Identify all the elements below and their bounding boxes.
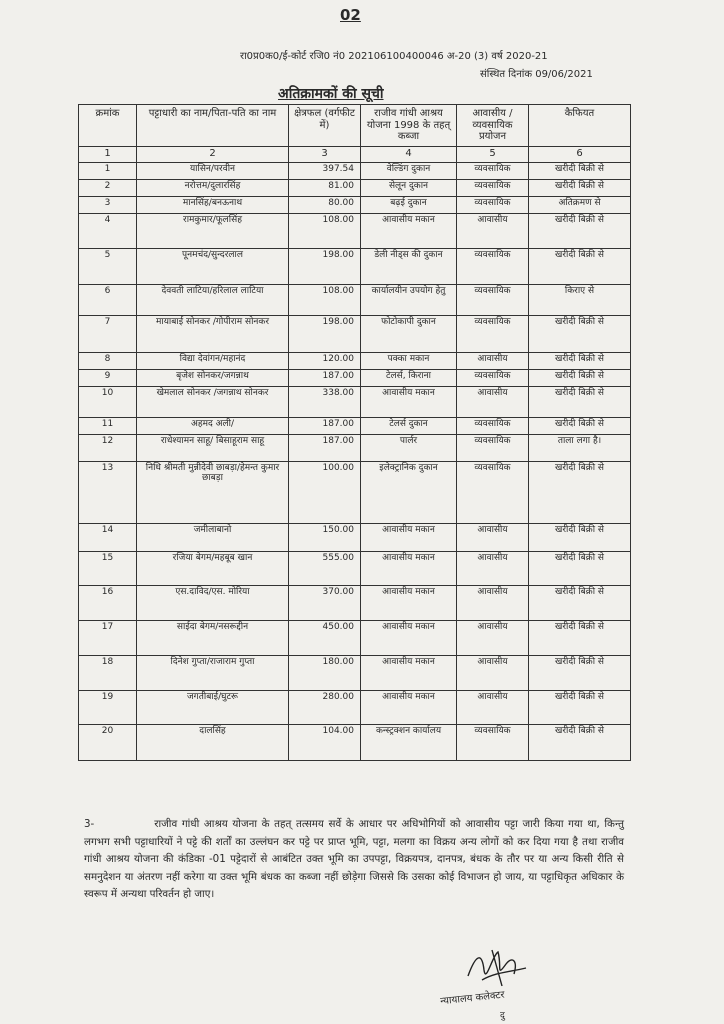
cell-serial: 19 [79,690,137,724]
cell-name: एस.दाविद/एस. मोरिया [137,585,289,620]
cell-name: नरोत्तम/दुलारसिंह [137,179,289,196]
cell-possession: आवासीय मकान [361,386,457,417]
table-row [79,434,631,461]
paragraph-text: राजीव गांधी आश्रय योजना के तहत् तत्समय सर्वे के आधार पर अधिभोगियों को आवासीय पट्टा जारी किया गया था, किन्तु लगभग सभी पट्टाधारियों ने पट्टे की शर्तों का उल्लंघन कर पट्टे पर प्राप्त भूमि, पट्टा, मलगा का विक्रय अन्य लोगों को कर दिया गया है तथा राजीव गांधी आश्रय योजना की कंडिका -01 पट्टेदारों से आबंटित उक्त भूमि का उपपट्टा, विक्रयपत्र, दानपत्र, बंधक के तौर पर या अन्य किसी रीति से समनुदेशन या अंतरण नहीं करेगा या उक्त भूमि बंधक का कब्जा नहीं छोड़ेगा जिससे कि उसका कोई विभाजन हो जाय, या पट्टाधिकृत अधिकार के स्वरूप में अन्यथा परिवर्तन हो जाए। [84,818,624,900]
cell-remarks: खरीदी बिक्री से [529,162,631,179]
cell-name: पूनमचंद/सुन्दरलाल [137,248,289,284]
table-header-row [79,105,631,147]
cell-area: 370.00 [289,585,361,620]
cell-possession: सेलून दुकान [361,179,457,196]
cell-purpose: आवासीय [457,551,529,585]
col-header-purpose: आवासीय /व्यवसायिक प्रयोजन [457,105,529,147]
table-row [79,196,631,213]
cell-possession: आवासीय मकान [361,655,457,690]
cell-purpose: व्यवसायिक [457,724,529,760]
cell-purpose: आवासीय [457,213,529,248]
cell-area: 100.00 [289,461,361,523]
table-row [79,248,631,284]
cell-remarks: ताला लगा है। [529,434,631,461]
cell-purpose: आवासीय [457,386,529,417]
cell-serial: 9 [79,369,137,386]
cell-serial: 11 [79,417,137,434]
cell-possession: पार्लर [361,434,457,461]
cell-remarks: खरीदी बिक्री से [529,248,631,284]
cell-purpose: आवासीय [457,352,529,369]
cell-serial: 5 [79,248,137,284]
cell-possession: कन्स्ट्रक्शन कार्यालय [361,724,457,760]
cell-serial: 10 [79,386,137,417]
table-row [79,417,631,434]
cell-possession: आवासीय मकान [361,585,457,620]
cell-name: जमीलाबानो [137,523,289,551]
table-row [79,551,631,585]
table-row [79,620,631,655]
signature-designation: न्यायालय कलेक्टर [439,989,506,1008]
cell-remarks: अतिक्रमण से [529,196,631,213]
cell-name: विद्या देवांगन/महानंद [137,352,289,369]
cell-serial: 1 [79,162,137,179]
list-title: अतिक्रामकों की सूची [278,86,384,102]
cell-area: 280.00 [289,690,361,724]
cell-serial: 13 [79,461,137,523]
table-row [79,369,631,386]
cell-purpose: आवासीय [457,655,529,690]
cell-area: 120.00 [289,352,361,369]
cell-serial: 8 [79,352,137,369]
cell-serial: 15 [79,551,137,585]
cell-purpose: व्यवसायिक [457,417,529,434]
cell-serial: 14 [79,523,137,551]
cell-remarks: खरीदी बिक्री से [529,352,631,369]
cell-possession: आवासीय मकान [361,551,457,585]
table-row [79,690,631,724]
cell-area: 150.00 [289,523,361,551]
cell-area: 187.00 [289,417,361,434]
cell-remarks: खरीदी बिक्री से [529,179,631,196]
cell-remarks: खरीदी बिक्री से [529,417,631,434]
cell-remarks: खरीदी बिक्री से [529,620,631,655]
table-row [79,179,631,196]
cell-area: 555.00 [289,551,361,585]
cell-name: जगतीबाई/घुटरू [137,690,289,724]
cell-area: 180.00 [289,655,361,690]
cell-serial: 17 [79,620,137,655]
cell-serial: 4 [79,213,137,248]
table-row [79,315,631,352]
cell-name: निधि श्रीमती मुन्नीदेवी छाबड़ा/हेमन्त कुमार छाबड़ा [137,461,289,523]
cell-name: अहमद अली/ [137,417,289,434]
cell-serial: 18 [79,655,137,690]
cell-area: 187.00 [289,434,361,461]
cell-area: 187.00 [289,369,361,386]
cell-remarks: खरीदी बिक्री से [529,315,631,352]
cell-name: देववती लाटिया/हरिलाल लाटिया [137,284,289,315]
cell-possession: आवासीय मकान [361,620,457,655]
cell-area: 198.00 [289,315,361,352]
cell-possession: वेल्डिंग दुकान [361,162,457,179]
cell-purpose: व्यवसायिक [457,162,529,179]
col-header-remarks: कैफियत [529,105,631,147]
cell-remarks: खरीदी बिक्री से [529,461,631,523]
page-number: 02 [340,6,361,24]
cell-remarks: खरीदी बिक्री से [529,523,631,551]
cell-possession: आवासीय मकान [361,523,457,551]
cell-serial: 12 [79,434,137,461]
cell-area: 108.00 [289,284,361,315]
cell-possession: फोटोकापी दुकान [361,315,457,352]
cell-name: रजिया बेगम/महबूब खान [137,551,289,585]
cell-possession: आवासीय मकान [361,690,457,724]
cell-area: 450.00 [289,620,361,655]
cell-purpose: व्यवसायिक [457,369,529,386]
cell-name: मायाबाई सोनकर /गोपीराम सोनकर [137,315,289,352]
signature-tail: दु [500,1011,505,1021]
col-header-area: क्षेत्रफल (वर्गफीट में) [289,105,361,147]
cell-remarks: खरीदी बिक्री से [529,213,631,248]
cell-serial: 3 [79,196,137,213]
col-header-possession: राजीव गांधी आश्रय योजना 1998 के तहत् कब्जा [361,105,457,147]
cell-remarks: खरीदी बिक्री से [529,369,631,386]
cell-possession: कार्यालयीन उपयोग हेतु [361,284,457,315]
cell-remarks: खरीदी बिक्री से [529,655,631,690]
cell-remarks: खरीदी बिक्री से [529,724,631,760]
cell-possession: डेली नीड्स की दुकान [361,248,457,284]
cell-name: साईदा बेगम/नसरूद्दीन [137,620,289,655]
cell-area: 104.00 [289,724,361,760]
cell-name: बृजेश सोनकर/जगन्नाथ [137,369,289,386]
table-row [79,585,631,620]
cell-remarks: खरीदी बिक्री से [529,690,631,724]
cell-purpose: व्यवसायिक [457,179,529,196]
paragraph-number: 3- [84,818,95,830]
cell-purpose: व्यवसायिक [457,434,529,461]
table-row [79,162,631,179]
cell-area: 81.00 [289,179,361,196]
cell-area: 198.00 [289,248,361,284]
filing-date: संस्थित दिनांक 09/06/2021 [480,69,593,80]
signature-scribble [462,946,532,990]
cell-possession: टेलर्स दुकान [361,417,457,434]
cell-serial: 7 [79,315,137,352]
case-reference: रा0प्र0क0/ई-कोर्ट रजि0 नं0 202106100400046 अ-20 (3) वर्ष 2020-21 [240,51,548,62]
cell-area: 108.00 [289,213,361,248]
cell-purpose: व्यवसायिक [457,196,529,213]
table-row [79,724,631,760]
cell-purpose: आवासीय [457,523,529,551]
cell-name: मानसिंह/बनऊनाथ [137,196,289,213]
cell-purpose: आवासीय [457,690,529,724]
col-header-name: पट्टाधारी का नाम/पिता-पति का नाम [137,105,289,147]
cell-name: राधेश्यामन साहू/ बिसाहूराम साहू [137,434,289,461]
column-number-row [79,146,631,162]
cell-possession: इलेक्ट्रानिक दुकान [361,461,457,523]
cell-purpose: व्यवसायिक [457,284,529,315]
cell-name: रामकुमार/फूलसिंह [137,213,289,248]
cell-possession: बढ़ई दुकान [361,196,457,213]
column-number: 6 [529,146,631,162]
cell-area: 338.00 [289,386,361,417]
cell-serial: 20 [79,724,137,760]
table-row [79,284,631,315]
cell-name: खेमलाल सोनकर /जगन्नाथ सोनकर [137,386,289,417]
col-header-sn: क्रमांक [79,105,137,147]
cell-purpose: व्यवसायिक [457,315,529,352]
cell-purpose: आवासीय [457,585,529,620]
table-row [79,386,631,417]
cell-serial: 16 [79,585,137,620]
cell-remarks: किराए से [529,284,631,315]
cell-remarks: खरीदी बिक्री से [529,585,631,620]
cell-name: दालसिंह [137,724,289,760]
cell-possession: आवासीय मकान [361,213,457,248]
cell-name: यासिन/परवीन [137,162,289,179]
encroachers-table [78,104,631,761]
cell-possession: टेलर्स, किराना [361,369,457,386]
cell-purpose: व्यवसायिक [457,248,529,284]
table-row [79,523,631,551]
cell-area: 80.00 [289,196,361,213]
paragraph-3 [84,816,624,904]
cell-area: 397.54 [289,162,361,179]
cell-remarks: खरीदी बिक्री से [529,551,631,585]
cell-possession: पक्का मकान [361,352,457,369]
cell-purpose: आवासीय [457,620,529,655]
table-row [79,461,631,523]
table-row [79,213,631,248]
cell-name: दिनेश गुप्ता/राजाराम गुप्ता [137,655,289,690]
column-number: 1 [79,146,137,162]
cell-serial: 6 [79,284,137,315]
cell-serial: 2 [79,179,137,196]
cell-purpose: व्यवसायिक [457,461,529,523]
table-row [79,655,631,690]
column-number: 2 [137,146,289,162]
column-number: 4 [361,146,457,162]
cell-remarks: खरीदी बिक्री से [529,386,631,417]
column-number: 5 [457,146,529,162]
column-number: 3 [289,146,361,162]
table-row [79,352,631,369]
